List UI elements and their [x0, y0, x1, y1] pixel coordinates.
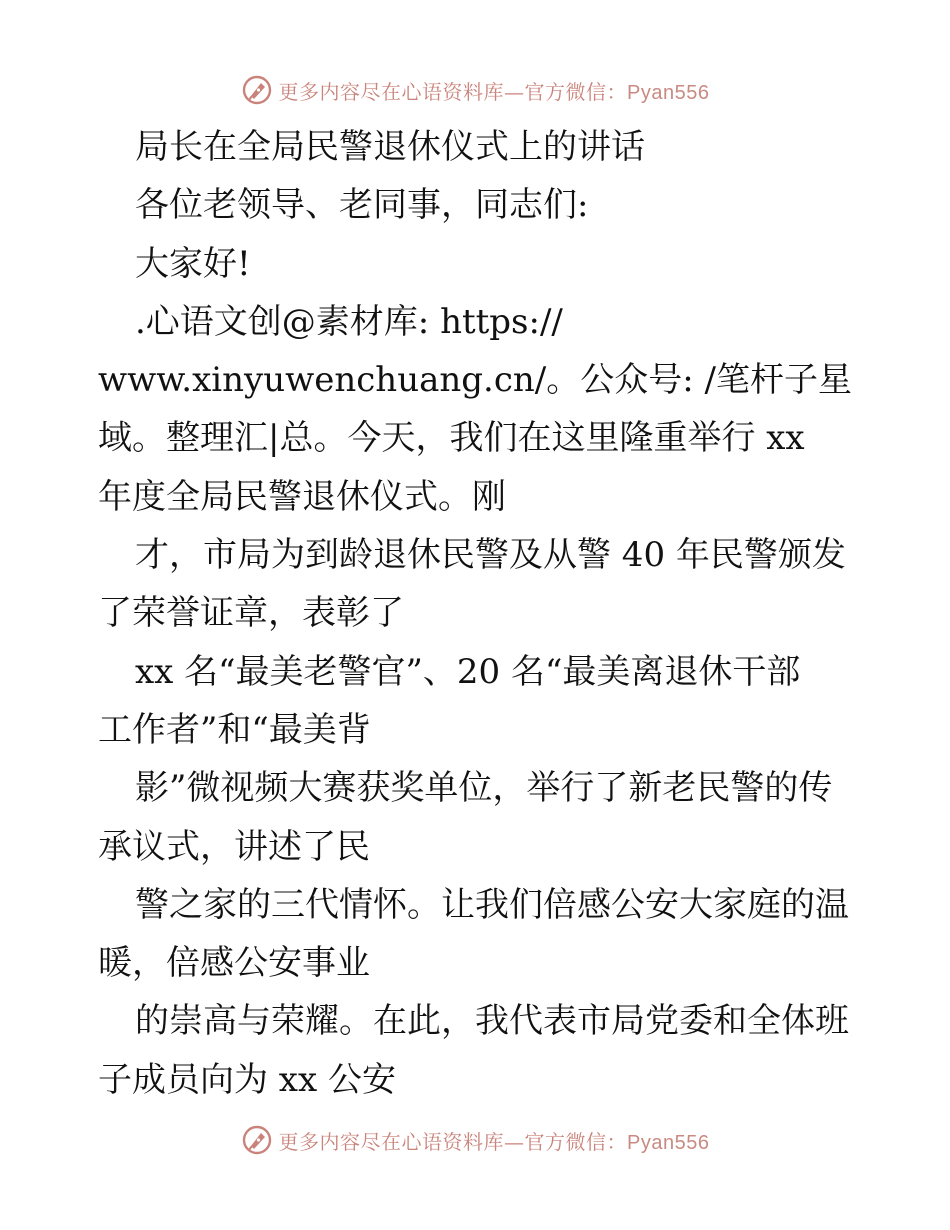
footer-watermark	[0, 1120, 950, 1160]
text-line: 子成员向为 xx 公安	[98, 1059, 396, 1100]
text-line: 年度全局民警退休仪式。刚	[98, 476, 506, 517]
pen-nib-logo-icon	[241, 74, 273, 106]
text-line: 大家好!	[135, 243, 251, 284]
text-line: 局长在全局民警退休仪式上的讲话	[135, 127, 645, 167]
watermark-wechat-id: Pyan556	[627, 1131, 710, 1154]
text-line: xx 名“最美老警官”、20 名“最美离退休干部	[135, 651, 801, 692]
text-line: 影”微视频大赛获奖单位，举行了新老民警的传	[135, 768, 833, 809]
text-line: 了荣誉证章，表彰了	[98, 593, 404, 634]
pen-nib-logo-icon	[241, 1124, 273, 1156]
text-line: 各位老领导、老同事，同志们:	[135, 185, 589, 226]
watermark-official: 官方微信：	[524, 1129, 628, 1154]
text-line: .心语文创@素材库: https://	[135, 301, 563, 342]
header-watermark	[0, 70, 950, 110]
text-line: 工作者”和“最美背	[98, 709, 371, 750]
watermark-separator: —	[504, 79, 525, 104]
watermark-wechat-id: Pyan556	[627, 81, 710, 104]
watermark-brand: 更多内容尽在心语资料库	[278, 79, 505, 104]
text-line: www.xinyuwenchuang.cn/。公众号: /笔杆子星	[98, 360, 852, 401]
text-line: 承议式，讲述了民	[98, 826, 370, 867]
watermark-separator: —	[504, 1129, 525, 1154]
text-line: 的崇高与荣耀。在此，我代表市局党委和全体班	[135, 1001, 849, 1042]
watermark-text	[279, 76, 710, 105]
document-body	[98, 118, 858, 1109]
text-line: 域。整理汇|总。今天，我们在这里隆重举行 xx	[98, 418, 805, 459]
text-line: 暖，倍感公安事业	[98, 943, 370, 984]
text-line: 才，市局为到龄退休民警及从警 40 年民警颁发	[135, 535, 846, 576]
watermark-brand: 更多内容尽在心语资料库	[278, 1129, 505, 1154]
text-line: 警之家的三代情怀。让我们倍感公安大家庭的温	[135, 884, 849, 925]
watermark-official: 官方微信：	[524, 79, 628, 104]
watermark-text	[279, 1126, 710, 1155]
